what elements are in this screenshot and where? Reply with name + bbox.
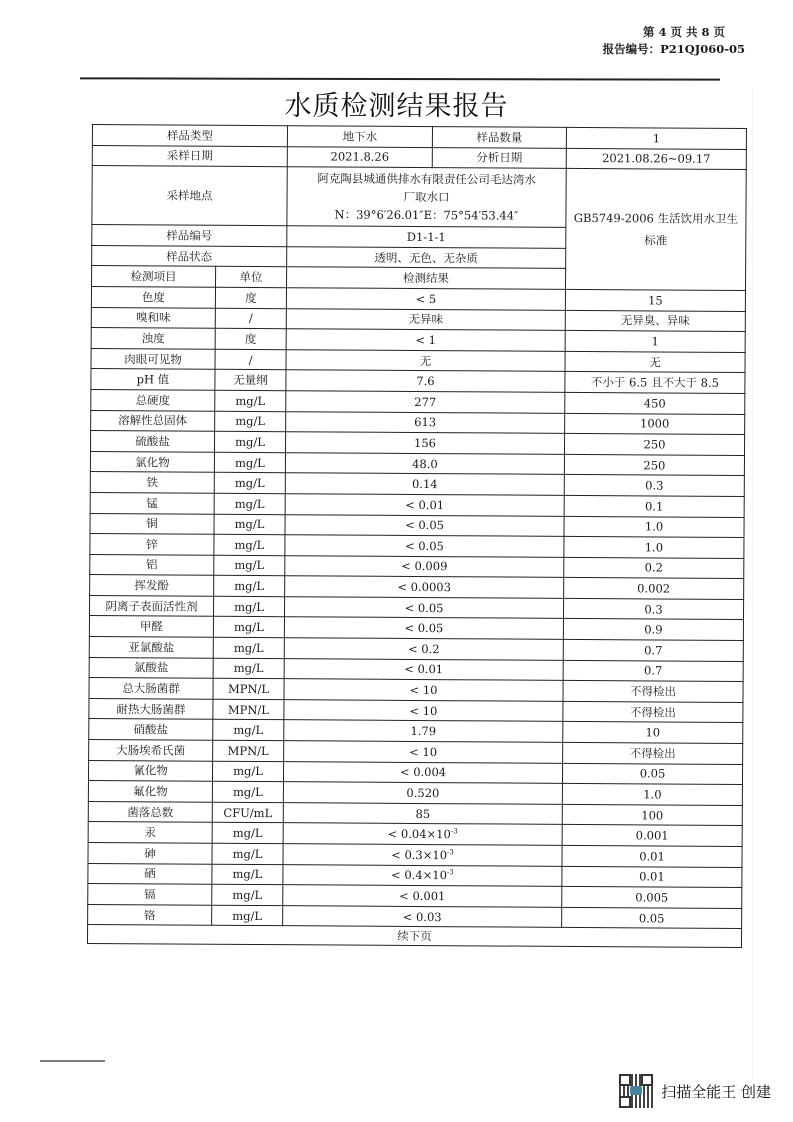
- item-result: < 10: [284, 679, 563, 701]
- item-limit: 250: [564, 434, 744, 456]
- item-name: 肉眼可见物: [91, 348, 215, 369]
- item-limit: 0.9: [563, 619, 743, 641]
- results-table: [87, 124, 747, 948]
- item-unit: mg/L: [214, 534, 285, 555]
- item-name: pH 值: [91, 369, 215, 390]
- item-name: 大肠埃希氏菌: [89, 740, 213, 761]
- item-name: 亚氯酸盐: [89, 637, 213, 658]
- item-result: 1.79: [284, 720, 563, 742]
- item-unit: mg/L: [212, 781, 283, 802]
- item-limit: 1.0: [564, 536, 744, 558]
- item-result: < 0.01: [284, 658, 563, 680]
- item-limit: 0.01: [562, 845, 742, 867]
- item-unit: mg/L: [212, 905, 283, 926]
- item-name: 氯酸盐: [89, 657, 213, 678]
- page-number: 第 4 页 共 8 页: [642, 25, 725, 39]
- item-name: 砷: [88, 842, 212, 863]
- item-name: 总硬度: [91, 389, 215, 410]
- report-number-value: P21QJ060-05: [660, 42, 745, 56]
- item-result: 613: [286, 411, 565, 433]
- item-unit: mg/L: [213, 658, 284, 679]
- continued-note: 续下页: [87, 925, 741, 948]
- item-unit: /: [215, 308, 286, 329]
- qr-corner: [619, 1096, 631, 1108]
- item-limit: 1.0: [564, 516, 744, 538]
- report-number-label: 报告编号：: [602, 42, 661, 56]
- header-unit: 单位: [216, 267, 287, 288]
- item-name: 阴离子表面活性剂: [89, 595, 213, 616]
- result-base: < 0.4×10: [391, 868, 447, 883]
- sampling-date-value: 2021.8.26: [287, 146, 432, 167]
- standard-reference: GB5749-2006 生活饮用水卫生标准: [565, 169, 746, 291]
- qr-code-icon: [619, 1074, 653, 1108]
- item-unit: mg/L: [214, 493, 285, 514]
- item-result: 85: [283, 802, 562, 824]
- document-title: 水质检测结果报告: [284, 91, 509, 122]
- header-rule: [80, 77, 720, 80]
- item-name: 总大肠菌群: [89, 678, 213, 699]
- item-limit: 1.0: [562, 784, 742, 806]
- item-name: 硫酸盐: [91, 431, 215, 452]
- item-unit: MPN/L: [213, 679, 284, 700]
- item-limit: 0.7: [563, 639, 743, 661]
- item-limit: 0.2: [564, 557, 744, 579]
- item-unit: mg/L: [215, 390, 286, 411]
- item-limit: 250: [564, 454, 744, 476]
- item-result: < 1: [286, 329, 565, 351]
- item-name: 溶解性总固体: [91, 410, 215, 431]
- item-limit: 0.05: [562, 907, 742, 929]
- item-limit: 450: [565, 392, 745, 414]
- item-limit: 无: [565, 351, 745, 373]
- item-result: < 0.05: [285, 514, 564, 536]
- item-result: 48.0: [285, 452, 564, 474]
- item-limit: 0.05: [562, 763, 742, 785]
- item-limit: 15: [565, 289, 745, 311]
- item-result: < 0.004: [283, 761, 562, 783]
- item-limit: 1: [565, 331, 745, 353]
- result-exponent: -3: [446, 868, 454, 877]
- scan-mark: [40, 1060, 105, 1062]
- item-name: 浊度: [91, 328, 215, 349]
- item-name: 甲醛: [89, 616, 213, 637]
- item-result: < 10: [284, 741, 563, 763]
- item-result: 0.520: [283, 782, 562, 804]
- item-unit: mg/L: [214, 514, 285, 535]
- item-limit: 0.7: [563, 660, 743, 682]
- header-result: 检测结果: [287, 267, 566, 289]
- item-result: < 0.0003: [285, 576, 564, 598]
- item-result: < 0.05: [284, 617, 563, 639]
- item-limit: 1000: [565, 413, 745, 435]
- sample-type-label: 样品类型: [92, 125, 287, 147]
- item-result: 156: [285, 432, 564, 454]
- item-unit: mg/L: [213, 596, 284, 617]
- item-unit: mg/L: [214, 555, 285, 576]
- item-result: [283, 823, 562, 845]
- item-name: 挥发酚: [90, 575, 214, 596]
- item-unit: mg/L: [215, 411, 286, 432]
- item-unit: mg/L: [212, 864, 283, 885]
- item-limit: 0.005: [562, 887, 742, 909]
- item-unit: CFU/mL: [212, 802, 283, 823]
- item-name: 铝: [90, 554, 214, 575]
- item-unit: mg/L: [214, 576, 285, 597]
- location-coordinates: N：39°6′26.01″E：75°54′53.44″: [334, 207, 519, 223]
- watermark-text: 扫描全能王 创建: [661, 1082, 771, 1101]
- location-value: [287, 167, 566, 228]
- page-meta: [603, 24, 745, 58]
- item-unit: mg/L: [213, 617, 284, 638]
- item-result: [283, 864, 562, 886]
- sample-count-value: 1: [566, 127, 746, 149]
- footer-row: [87, 925, 741, 948]
- item-name: 汞: [88, 822, 212, 843]
- item-name: 耐热大肠菌群: [89, 698, 213, 719]
- analysis-date-label: 分析日期: [432, 147, 566, 168]
- header-item: 检测项目: [92, 266, 216, 287]
- sample-type-value: 地下水: [287, 126, 432, 147]
- item-limit: 100: [562, 804, 742, 826]
- sample-id-value: D1-1-1: [287, 226, 566, 248]
- item-result: < 5: [286, 288, 565, 310]
- result-exponent: -3: [450, 827, 458, 836]
- sample-id-label: 样品编号: [92, 225, 287, 247]
- item-unit: 度: [215, 328, 286, 349]
- item-unit: mg/L: [213, 720, 284, 741]
- item-unit: mg/L: [214, 431, 285, 452]
- item-limit: 不得检出: [563, 701, 743, 723]
- item-result: 0.14: [285, 473, 564, 495]
- item-unit: MPN/L: [213, 699, 284, 720]
- item-result: < 0.2: [284, 638, 563, 660]
- item-limit: 不得检出: [563, 742, 743, 764]
- item-result: < 0.05: [284, 597, 563, 619]
- item-result: < 0.009: [285, 555, 564, 577]
- item-result: 7.6: [286, 370, 565, 392]
- qr-logo: [630, 1086, 642, 1095]
- item-result: < 0.001: [283, 885, 562, 907]
- item-name: 氯化物: [90, 451, 214, 472]
- sampling-date-label: 采样日期: [92, 145, 287, 167]
- item-unit: /: [215, 349, 286, 370]
- item-name: 硒: [88, 863, 212, 884]
- item-limit: 0.01: [562, 866, 742, 888]
- item-unit: mg/L: [212, 761, 283, 782]
- item-result: < 0.01: [285, 494, 564, 516]
- sample-state-value: 透明、无色、无杂质: [287, 246, 566, 268]
- item-limit: 10: [563, 722, 743, 744]
- scan-edge: [752, 90, 753, 1080]
- location-line-1: 阿克陶县城通供排水有限责任公司毛达湾水: [317, 171, 536, 187]
- item-limit: 无异臭、异味: [565, 310, 745, 332]
- analysis-date-value: 2021.08.26~09.17: [566, 148, 746, 170]
- item-limit: 0.1: [564, 495, 744, 517]
- item-unit: mg/L: [212, 823, 283, 844]
- item-name: 色度: [91, 286, 215, 307]
- item-unit: mg/L: [214, 473, 285, 494]
- item-unit: 无量纲: [215, 370, 286, 391]
- item-name: 嗅和味: [91, 307, 215, 328]
- item-name: 铬: [88, 904, 212, 925]
- item-unit: MPN/L: [213, 740, 284, 761]
- item-name: 锌: [90, 534, 214, 555]
- item-result: 无: [286, 349, 565, 371]
- item-name: 氰化物: [88, 760, 212, 781]
- item-unit: mg/L: [212, 884, 283, 905]
- result-base: < 0.3×10: [391, 847, 448, 862]
- scanner-watermark: [619, 1074, 771, 1108]
- sample-count-label: 样品数量: [432, 127, 566, 148]
- item-name: 锰: [90, 492, 214, 513]
- item-name: 铁: [90, 472, 214, 493]
- result-exponent: -3: [447, 847, 454, 857]
- report-number: [603, 41, 745, 58]
- item-limit: 0.001: [562, 825, 742, 847]
- item-limit: 0.3: [564, 475, 744, 497]
- item-limit: 不得检出: [563, 681, 743, 703]
- item-name: 菌落总数: [88, 801, 212, 822]
- item-result: 277: [286, 391, 565, 413]
- item-result: < 0.05: [285, 535, 564, 557]
- item-result: < 10: [284, 700, 563, 722]
- item-result: [283, 844, 562, 866]
- item-limit: 不小于 6.5 且不大于 8.5: [565, 372, 745, 394]
- item-limit: 0.3: [563, 598, 743, 620]
- item-name: 硝酸盐: [89, 719, 213, 740]
- info-row-location: [92, 166, 746, 229]
- item-unit: mg/L: [214, 452, 285, 473]
- result-base: < 0.04×10: [387, 827, 451, 842]
- item-name: 氟化物: [88, 781, 212, 802]
- item-unit: mg/L: [212, 843, 283, 864]
- item-name: 镉: [88, 884, 212, 905]
- item-unit: mg/L: [213, 637, 284, 658]
- location-label: 采样地点: [92, 166, 287, 226]
- item-result: 无异味: [286, 308, 565, 330]
- item-result: < 0.03: [283, 905, 562, 927]
- sample-state-label: 样品状态: [92, 245, 287, 267]
- location-line-2: 厂取水口: [403, 190, 450, 205]
- item-limit: 0.002: [564, 578, 744, 600]
- item-name: 铜: [90, 513, 214, 534]
- item-unit: 度: [215, 287, 286, 308]
